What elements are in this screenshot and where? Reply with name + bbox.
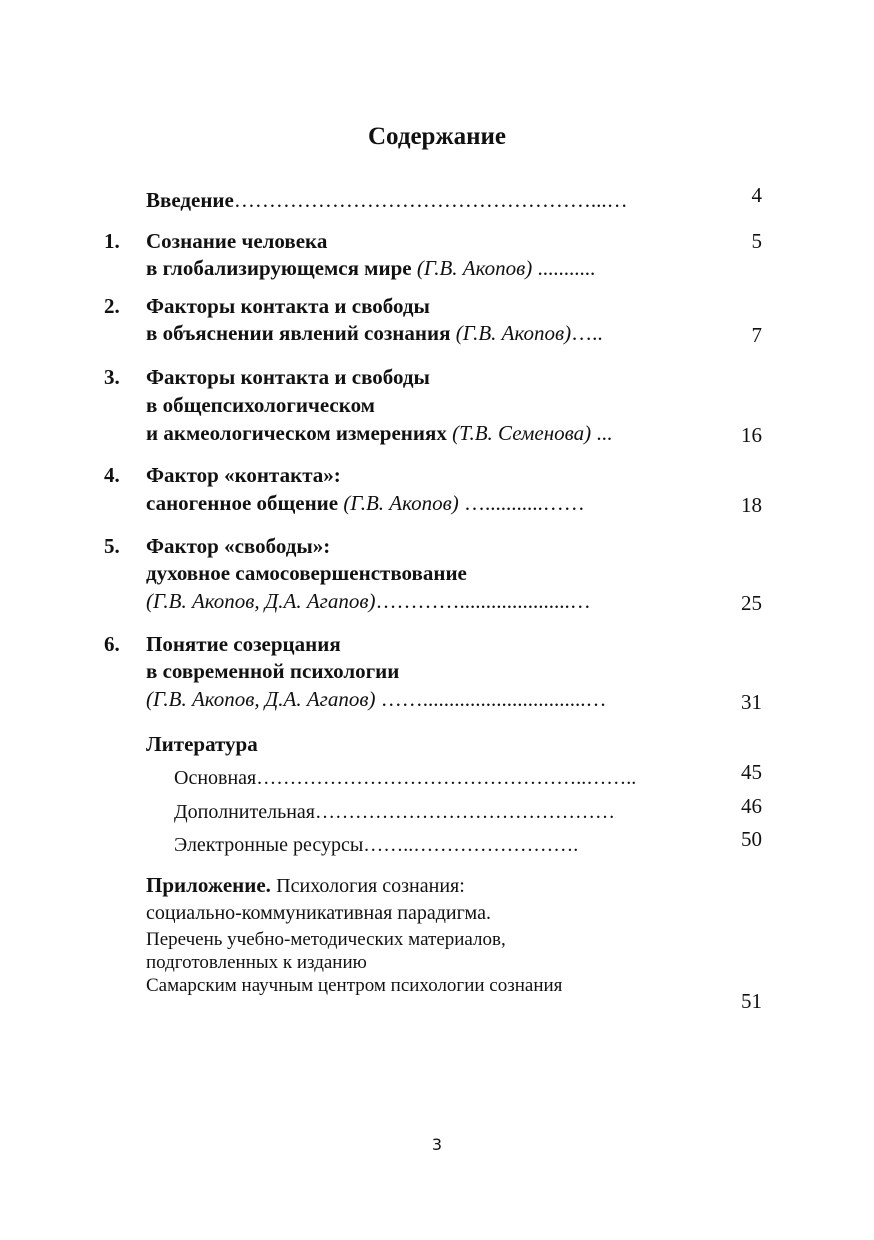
item-3-line1: Факторы контакта и свободы [146, 365, 430, 389]
item-6-line3 [146, 686, 606, 713]
item-2-author: (Г.В. Акопов) [455, 321, 572, 345]
page-number: 3 [431, 1135, 443, 1154]
item-1-number: 1. [104, 229, 120, 253]
item-3-title-cont: и акмеологическом измерениях [146, 421, 447, 445]
literature-heading: Литература [146, 732, 258, 756]
appendix-page: 51 [741, 989, 762, 1013]
literature-entry-main [174, 765, 636, 792]
item-6-line1: Понятие созерцания [146, 632, 341, 656]
intro-dots: ……………………………………………...… [233, 188, 628, 212]
appendix-label: Приложение. [146, 873, 271, 897]
item-2-dots: ….. [571, 321, 603, 345]
literature-additional-label: Дополнительная [174, 801, 315, 823]
literature-electronic-page: 50 [741, 827, 762, 851]
item-5-line3 [146, 588, 591, 615]
literature-electronic-label: Электронные ресурсы [174, 834, 364, 856]
item-4-title-cont: саногенное общение [146, 491, 339, 515]
appendix-line4: подготовленных к изданию [146, 952, 367, 973]
intro-label: Введение [146, 188, 234, 212]
toc-entry-intro [146, 187, 628, 214]
item-1-line1: Сознание человека [146, 229, 328, 253]
literature-main-label: Основная [174, 767, 257, 789]
item-6-line2: в современной психологии [146, 659, 400, 683]
item-5-number: 5. [104, 534, 120, 558]
literature-additional-page: 46 [741, 794, 762, 818]
item-2-line1: Факторы контакта и свободы [146, 294, 430, 318]
item-4-dots: …...........…… [464, 491, 585, 515]
appendix-line5: Самарским научным центром психологии сознания [146, 975, 563, 996]
appendix-line3: Перечень учебно-методических материалов, [146, 929, 506, 950]
item-3-number: 3. [104, 365, 120, 389]
item-6-dots: ……...............................… [380, 687, 607, 711]
item-5-page: 25 [741, 591, 762, 615]
literature-main-page: 45 [741, 760, 762, 784]
item-4-line2 [146, 490, 585, 517]
item-1-line2 [146, 255, 595, 282]
item-6-number: 6. [104, 632, 120, 656]
appendix-line2: социально-коммуникативная парадигма. [146, 902, 491, 924]
item-5-line2: духовное самосовершенствование [146, 561, 467, 585]
item-3-line2: в общепсихологическом [146, 393, 375, 417]
item-4-number: 4. [104, 463, 120, 487]
item-3-dots: ... [596, 421, 613, 445]
item-1-page: 5 [751, 229, 762, 253]
item-5-dots: ………….....................… [375, 589, 591, 613]
item-4-page: 18 [741, 493, 762, 517]
item-3-line3 [146, 420, 612, 447]
appendix-line1 [146, 872, 465, 900]
item-3-author: (Т.В. Семенова) [452, 421, 592, 445]
item-3-page: 16 [741, 423, 762, 447]
toc-title: Содержание [367, 123, 506, 150]
item-2-page: 7 [751, 323, 762, 347]
item-2-line2 [146, 320, 603, 347]
literature-entry-additional [174, 799, 615, 826]
item-4-author: (Г.В. Акопов) [343, 491, 459, 515]
literature-electronic-dots: ……..……………………. [363, 834, 579, 856]
literature-entry-electronic [174, 832, 578, 859]
item-6-page: 31 [741, 690, 762, 714]
item-2-number: 2. [104, 294, 120, 318]
literature-main-dots: …………………………………………..…….. [256, 767, 637, 789]
item-5-author: (Г.В. Акопов, Д.А. Агапов) [146, 589, 376, 613]
appendix-line1-rest: Психология сознания: [276, 875, 465, 897]
item-6-author: (Г.В. Акопов, Д.А. Агапов) [146, 687, 376, 711]
item-1-title-cont: в глобализирующемся мире [146, 256, 412, 280]
item-1-dots: ........... [537, 256, 596, 280]
item-1-author: (Г.В. Акопов) [416, 256, 533, 280]
item-5-line1: Фактор «свободы»: [146, 534, 331, 558]
intro-page: 4 [751, 183, 762, 207]
item-2-title-cont: в объяснении явлений сознания [146, 321, 451, 345]
literature-additional-dots: ……………………………………… [314, 801, 615, 823]
item-4-line1: Фактор «контакта»: [146, 463, 341, 487]
